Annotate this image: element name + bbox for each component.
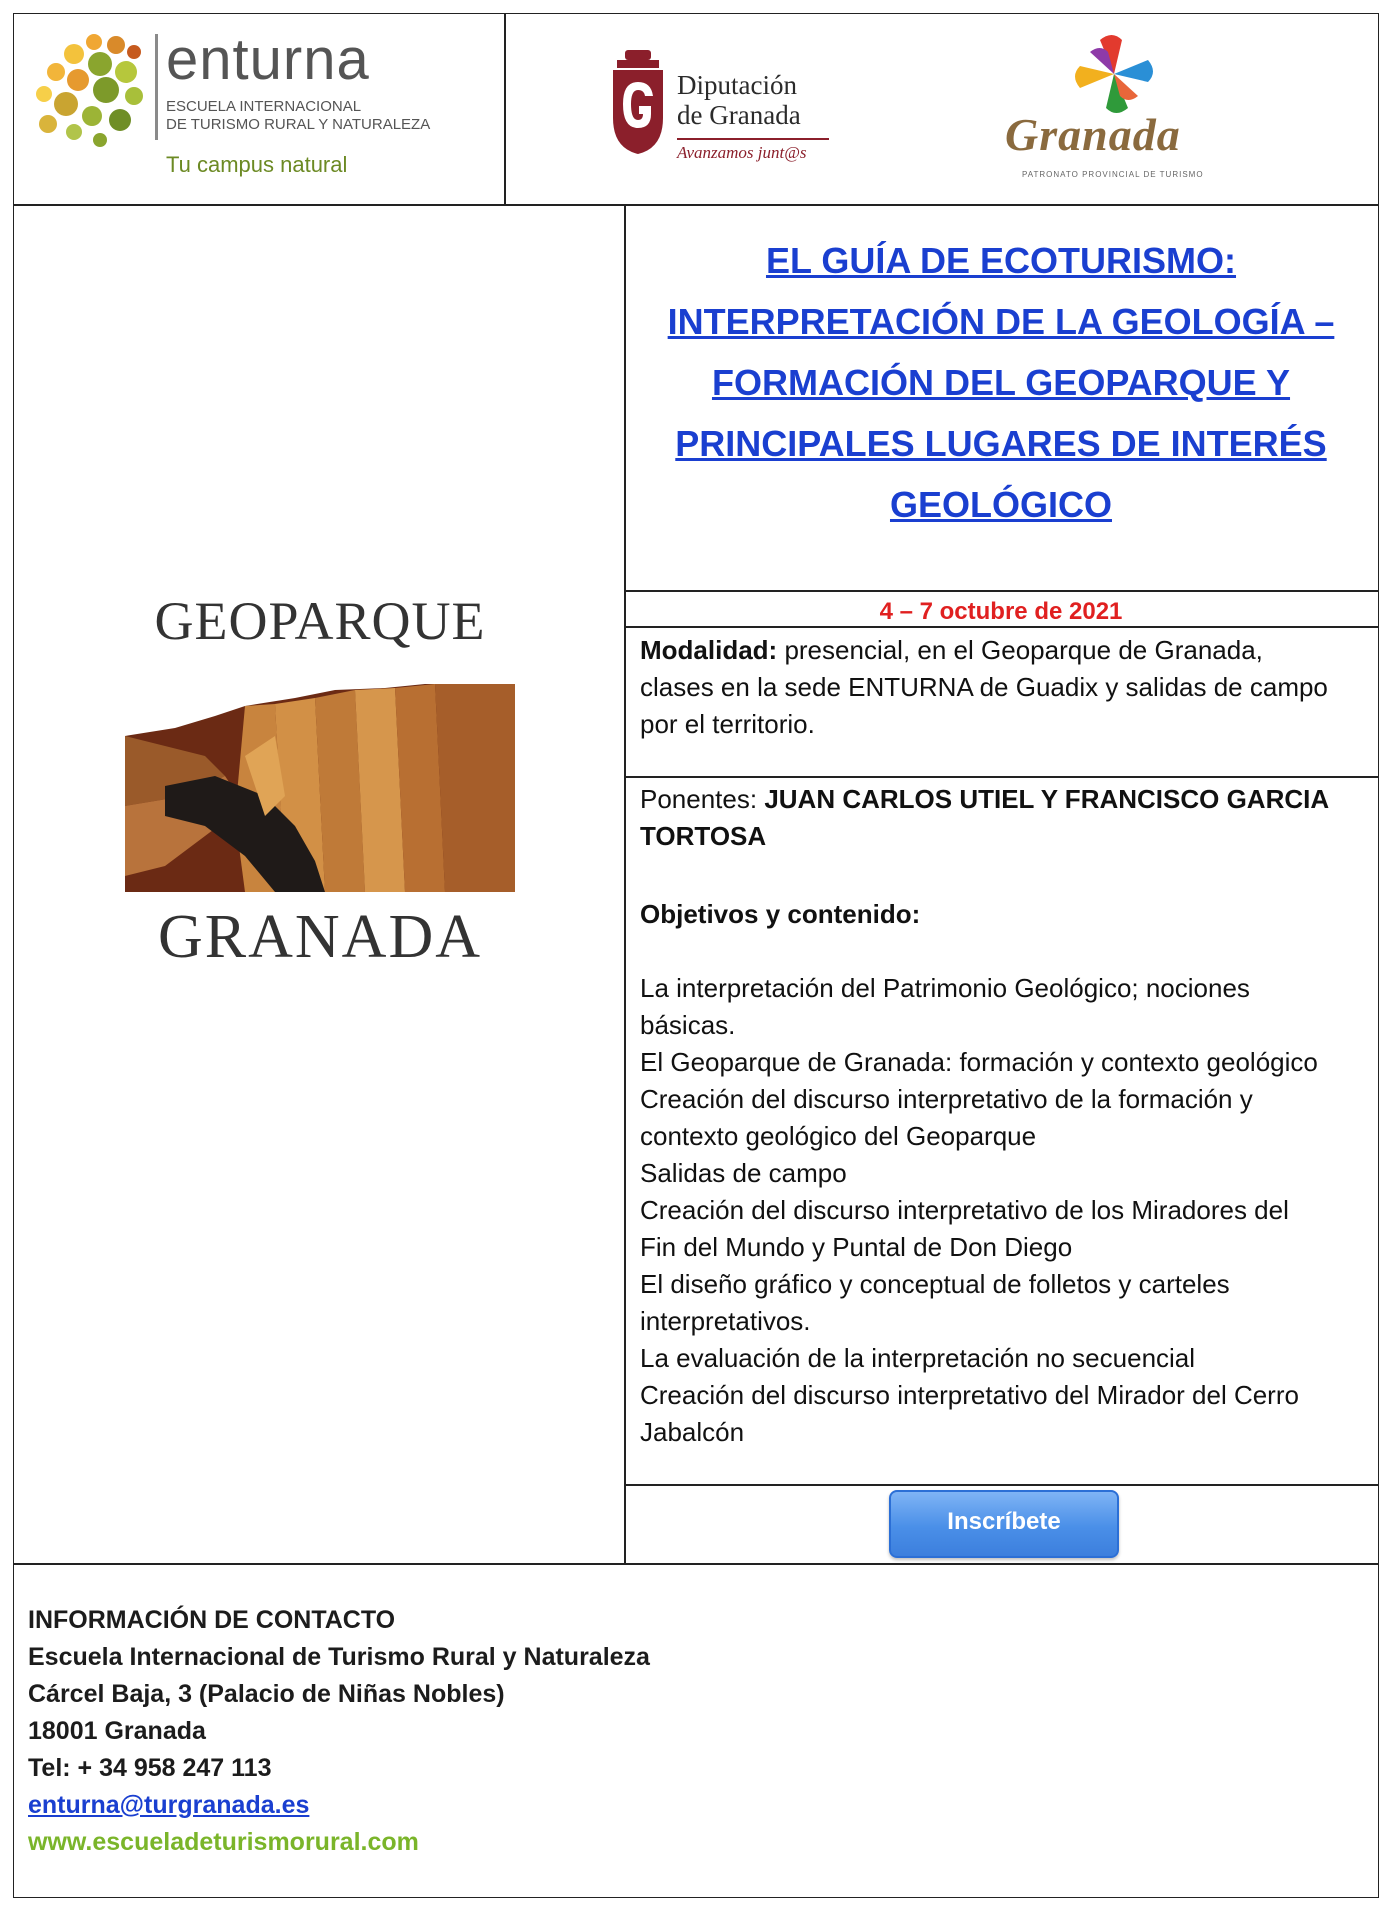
diputacion-tagline: Avanzamos junt@s [677,143,807,162]
enturna-separator [155,34,158,140]
content-line: La evaluación de la interpretación no secuencial [640,1343,1196,1373]
contact-org: Escuela Internacional de Turismo Rural y Naturaleza [28,1643,650,1671]
diputacion-rule [677,138,829,140]
divider-modalidad [624,776,1379,778]
enturna-subtitle [166,98,430,134]
geoparque-logo [125,590,515,980]
contact-address: Cárcel Baja, 3 (Palacio de Niñas Nobles) [28,1680,505,1708]
objetivos-heading: Objetivos y contenido: [640,899,921,929]
contact-city: 18001 Granada [28,1717,206,1745]
ponentes-names-cont: TORTOSA [640,821,767,851]
content-line: básicas. [640,1010,736,1040]
enturna-subtitle-line2: DE TURISMO RURAL Y NATURALEZA [166,116,431,133]
geoparque-cliff-illustration [125,676,515,892]
divider-content [624,1484,1379,1486]
course-title [625,230,1377,535]
modalidad-text: por el territorio. [640,709,815,739]
contact-heading: INFORMACIÓN DE CONTACTO [28,1606,396,1634]
contact-phone: Tel: + 34 958 247 113 [28,1754,272,1782]
content-line: Creación del discurso interpretativo de la formación y [640,1084,1253,1114]
content-line: El diseño gráfico y conceptual de folletos y carteles [640,1269,1230,1299]
course-title-line: FORMACIÓN DEL GEOPARQUE Y [711,362,1291,403]
diputacion-name [677,70,801,130]
ponentes-names: JUAN CARLOS UTIEL Y FRANCISCO GARCIA [764,784,1330,814]
course-title-line: GEOLÓGICO [889,484,1112,525]
content-line: Creación del discurso interpretativo del Mirador del Cerro [640,1380,1299,1410]
divider-title [624,590,1379,592]
divider-header-vertical [504,13,506,205]
granada-subtitle: PATRONATO PROVINCIAL DE TURISMO [1022,170,1204,179]
geoparque-word: GEOPARQUE [154,591,486,651]
enturna-subtitle-line1: ESCUELA INTERNACIONAL [166,98,362,115]
content-line: interpretativos. [640,1306,811,1336]
content-line: Creación del discurso interpretativo de los Miradores del [640,1195,1289,1225]
course-title-line: PRINCIPALES LUGARES DE INTERÉS [675,423,1327,464]
content-line: La interpretación del Patrimonio Geológico; nociones [640,973,1250,1003]
course-title-line: INTERPRETACIÓN DE LA GEOLOGÍA – [667,301,1335,342]
granada-tourism-logo [1000,30,1230,190]
content-line: Salidas de campo [640,1158,847,1188]
diputacion-name-line2: de Granada [677,100,801,130]
content-line: contexto geológico del Geoparque [640,1121,1037,1151]
contact-info [28,1602,650,1861]
granada-wordmark: Granada [1005,109,1181,160]
contact-email-link[interactable]: enturna@turgranada.es [28,1791,310,1819]
content-line: El Geoparque de Granada: formación y contexto geológico [640,1047,1318,1077]
enturna-logo [30,28,450,188]
content-line: Fin del Mundo y Puntal de Don Diego [640,1232,1073,1262]
diputacion-emblem-icon [607,48,669,158]
ponentes-block [640,781,1329,855]
enturna-tagline: Tu campus natural [166,152,348,177]
diputacion-logo [607,48,837,168]
content-line: Jabalcón [640,1417,745,1447]
geoparque-granada-word: GRANADA [158,903,482,971]
register-button[interactable]: Inscríbete [889,1490,1119,1558]
content-list [640,970,1318,1451]
modalidad-label: Modalidad: [640,635,778,665]
divider-header [13,204,1379,206]
granada-pinwheel-icon [1060,30,1170,120]
contact-website-link[interactable]: www.escueladeturismorural.com [28,1828,419,1856]
divider-dates [624,626,1379,628]
diputacion-name-line1: Diputación [677,70,797,100]
course-dates: 4 – 7 octubre de 2021 [879,598,1123,625]
modalidad-block [640,632,1328,743]
ponentes-label: Ponentes: [640,784,765,814]
divider-footer [13,1563,1379,1565]
enturna-wordmark: enturna [166,27,370,92]
course-title-line: EL GUÍA DE ECOTURISMO: [765,240,1237,281]
modalidad-text: clases en la sede ENTURNA de Guadix y salidas de campo [640,672,1328,702]
enturna-dots-icon [30,32,150,152]
modalidad-text: presencial, en el Geoparque de Granada, [777,635,1263,665]
